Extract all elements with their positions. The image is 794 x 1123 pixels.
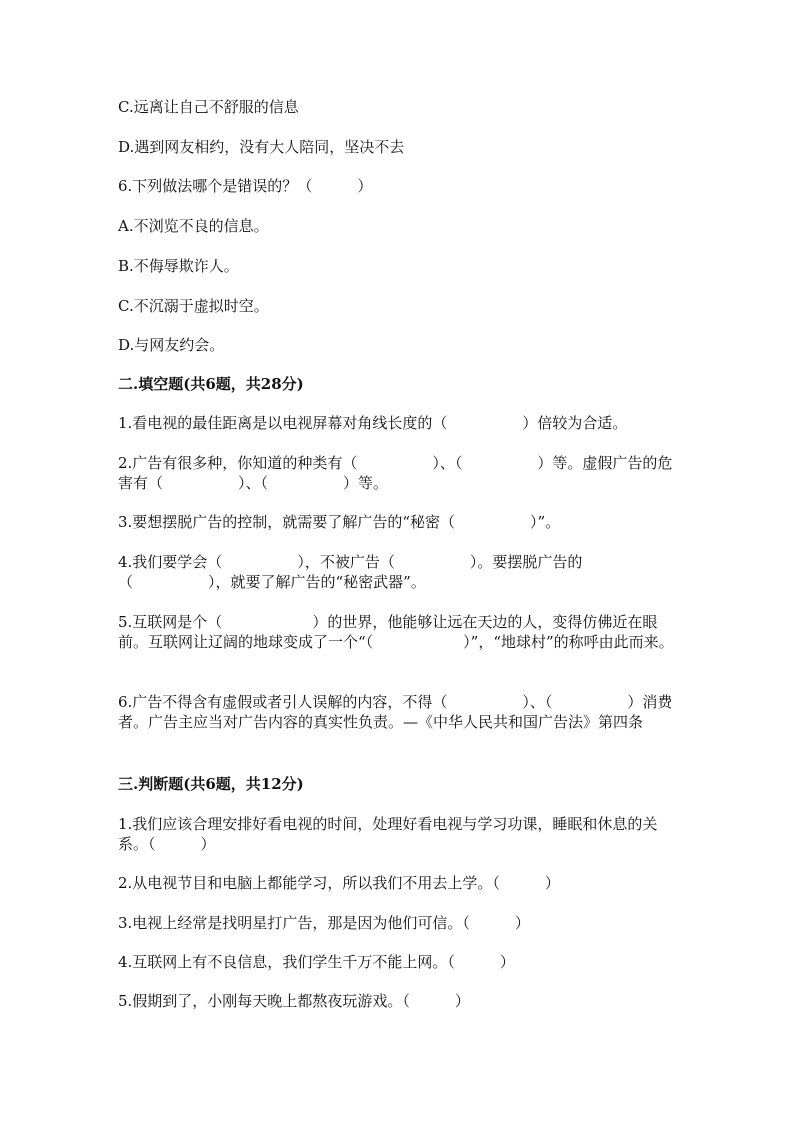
section-title-fill: 二.填空题(共6题，共28分) bbox=[118, 375, 304, 393]
fill-question: 6.广告不得含有虚假或者引人误解的内容，不得（ ）、（ ）消费者。广告主应当对广告内容的真实性负责。—《中华人民共和国广告法》第四条 bbox=[118, 693, 673, 731]
judge-question: 1.我们应该合理安排好看电视的时间，处理好看电视与学习功课，睡眠和休息的关系。（ ） bbox=[118, 815, 658, 853]
option-d: D.与网友约会。 bbox=[118, 336, 225, 354]
option-a: A.不浏览不良的信息。 bbox=[118, 217, 269, 235]
section-title-judge: 三.判断题(共6题，共12分) bbox=[118, 775, 304, 793]
fill-question: 4.我们要学会（ ），不被广告（ ）。要摆脱广告的（ ），就要了解广告的“秘密武器”。 bbox=[118, 553, 583, 591]
judge-question: 2.从电视节目和电脑上都能学习，所以我们不用去上学。（ ） bbox=[118, 874, 560, 892]
option-d: D.遇到网友相约，没有大人陪同，坚决不去 bbox=[118, 138, 405, 156]
option-c: C.远离让自己不舒服的信息 bbox=[118, 98, 299, 116]
fill-question: 1.看电视的最佳距离是以电视屏幕对角线长度的（ ）倍较为合适。 bbox=[118, 414, 628, 432]
judge-question: 4.互联网上有不良信息，我们学生千万不能上网。（ ） bbox=[118, 953, 515, 971]
judge-question: 3.电视上经常是找明星打广告，那是因为他们可信。（ ） bbox=[118, 914, 530, 932]
judge-question: 5.假期到了，小刚每天晚上都熬夜玩游戏。（ ） bbox=[118, 992, 470, 1010]
question-6: 6.下列做法哪个是错误的？（ ） bbox=[118, 177, 373, 195]
option-c: C.不沉溺于虚拟时空。 bbox=[118, 297, 269, 315]
fill-question: 3.要想摆脱广告的控制，就需要了解广告的“秘密（ ）”。 bbox=[118, 513, 561, 531]
fill-question: 5.互联网是个（ ）的世界，他能够让远在天边的人，变得仿佛近在眼前。互联网让辽阔的地球变成了一个“（ ）”，“地球村”的称呼由此而来。 bbox=[118, 613, 674, 651]
fill-question: 2.广告有很多种，你知道的种类有（ ）、（ ）等。虚假广告的危害有（ ）、（ ）等。 bbox=[118, 454, 673, 492]
option-b: B.不侮辱欺诈人。 bbox=[118, 257, 239, 275]
